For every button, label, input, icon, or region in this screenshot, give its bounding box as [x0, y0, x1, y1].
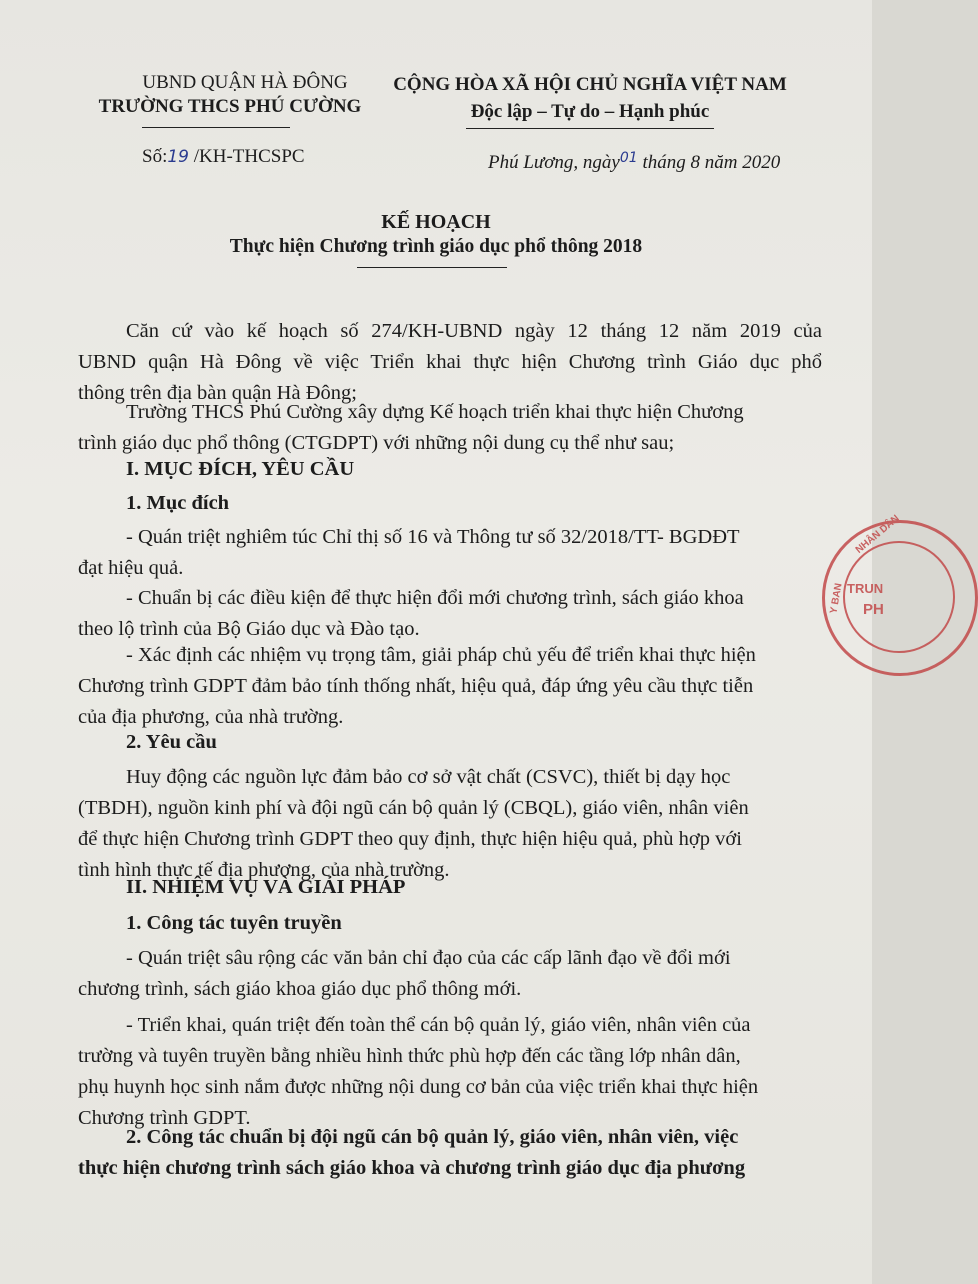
s1-paragraph-4: [78, 762, 822, 886]
s1-paragraph-2: [78, 583, 822, 645]
text-line: của địa phương, của nhà trường.: [78, 706, 344, 728]
section-1-sub-1: 1. Mục đích: [126, 492, 230, 514]
text-line: tình hình thực tế địa phương, của nhà trường.: [78, 859, 450, 881]
issuer-underline: [142, 127, 290, 128]
document-title: KẾ HOẠCH: [381, 211, 491, 233]
stamp-text-center-2: PH: [863, 601, 884, 618]
section-1-heading: I. MỤC ĐÍCH, YÊU CẦU: [126, 458, 355, 480]
text-line: Trường THCS Phú Cường xây dựng Kế hoạch triển khai thực hiện Chương: [126, 401, 744, 423]
date-day-handwritten: 01: [619, 150, 638, 166]
text-line: trình giáo dục phổ thông (CTGDPT) với những nội dung cụ thể như sau;: [78, 432, 675, 454]
date-suffix: tháng 8 năm 2020: [642, 152, 781, 173]
text-line: đạt hiệu quả.: [78, 557, 184, 579]
text-line: Căn cứ vào kế hoạch số 274/KH-UBND ngày 12 tháng 12 năm 2019 của: [126, 320, 822, 342]
text-line: trường và tuyên truyền bằng nhiều hình thức phù hợp đến các tầng lớp nhân dân,: [78, 1045, 741, 1067]
text-line: phụ huynh học sinh nắm được những nội dung cơ bản của việc triển khai thực hiện: [78, 1076, 759, 1098]
section-2-sub-1: 1. Công tác tuyên truyền: [126, 912, 342, 934]
text-line: theo lộ trình của Bộ Giáo dục và Đào tạo.: [78, 618, 420, 640]
date-prefix: Phú Lương, ngày: [488, 152, 620, 173]
intro-paragraph-1: [78, 316, 822, 409]
section-2-heading: II. NHIỆM VỤ VÀ GIẢI PHÁP: [126, 876, 406, 898]
text-line: để thực hiện Chương trình GDPT theo quy định, thực hiện hiệu quả, phù hợp với: [78, 828, 742, 850]
text-line: Chương trình GDPT.: [78, 1107, 251, 1129]
stamp-text-left: Y BAN: [828, 582, 845, 615]
s1-paragraph-3: [78, 640, 822, 733]
intro-paragraph-2: [78, 397, 822, 459]
s2-paragraph-2: [78, 1010, 822, 1134]
text-line: - Quán triệt nghiêm túc Chỉ thị số 16 và Thông tư số 32/2018/TT- BGDĐT: [126, 526, 740, 548]
stamp-inner-ring: [843, 541, 955, 653]
s1-paragraph-1: [78, 522, 822, 584]
section-1-sub-2: 2. Yêu cầu: [126, 731, 217, 753]
document-number: [142, 146, 305, 168]
motto-underline: [466, 128, 714, 129]
document-subtitle: Thực hiện Chương trình giáo dục phổ thông 2018: [229, 236, 643, 257]
s2-paragraph-1: [78, 943, 822, 1005]
doc-number-handwritten: 19: [167, 147, 189, 167]
text-line: thực hiện chương trình sách giáo khoa và chương trình giáo dục địa phương: [78, 1157, 746, 1179]
text-line: - Xác định các nhiệm vụ trọng tâm, giải pháp chủ yếu để triển khai thực hiện: [126, 644, 756, 666]
title-underline: [357, 267, 507, 268]
section-2-sub-2: [78, 1122, 822, 1184]
text-line: (TBDH), nguồn kinh phí và đội ngũ cán bộ quản lý (CBQL), giáo viên, nhân viên: [78, 797, 749, 819]
national-title: CỘNG HÒA XÃ HỘI CHỦ NGHĨA VIỆT NAM: [393, 74, 787, 95]
issuer-school: TRƯỜNG THCS PHÚ CƯỜNG: [98, 96, 362, 117]
issuer-district: UBND QUẬN HÀ ĐÔNG: [142, 72, 348, 93]
document-date: [488, 152, 780, 174]
text-line: - Triển khai, quán triệt đến toàn thể cán bộ quản lý, giáo viên, nhân viên của: [126, 1014, 751, 1036]
doc-number-prefix: Số:: [142, 146, 168, 167]
text-line: UBND quận Hà Đông về việc Triển khai thực hiện Chương trình Giáo dục phổ: [78, 351, 822, 373]
text-line: Huy động các nguồn lực đảm bảo cơ sở vật chất (CSVC), thiết bị dạy học: [126, 766, 731, 788]
official-stamp: [822, 513, 978, 676]
text-line: 2. Công tác chuẩn bị đội ngũ cán bộ quản lý, giáo viên, nhân viên, việc: [126, 1126, 739, 1148]
stamp-text-center-1: TRUN: [847, 581, 884, 596]
stamp-text-top: NHÂN DÂN: [853, 513, 902, 556]
text-line: - Quán triệt sâu rộng các văn bản chỉ đạo của các cấp lãnh đạo về đổi mới: [126, 947, 731, 969]
text-line: - Chuẩn bị các điều kiện để thực hiện đổi mới chương trình, sách giáo khoa: [126, 587, 744, 609]
doc-number-suffix: /KH-THCSPC: [193, 146, 305, 167]
national-motto: Độc lập – Tự do – Hạnh phúc: [470, 101, 710, 122]
text-line: thông trên địa bàn quận Hà Đông;: [78, 382, 357, 404]
text-line: Chương trình GDPT đảm bảo tính thống nhất, hiệu quả, đáp ứng yêu cầu thực tiễn: [78, 675, 754, 697]
text-line: chương trình, sách giáo khoa giáo dục phổ thông mới.: [78, 978, 522, 1000]
